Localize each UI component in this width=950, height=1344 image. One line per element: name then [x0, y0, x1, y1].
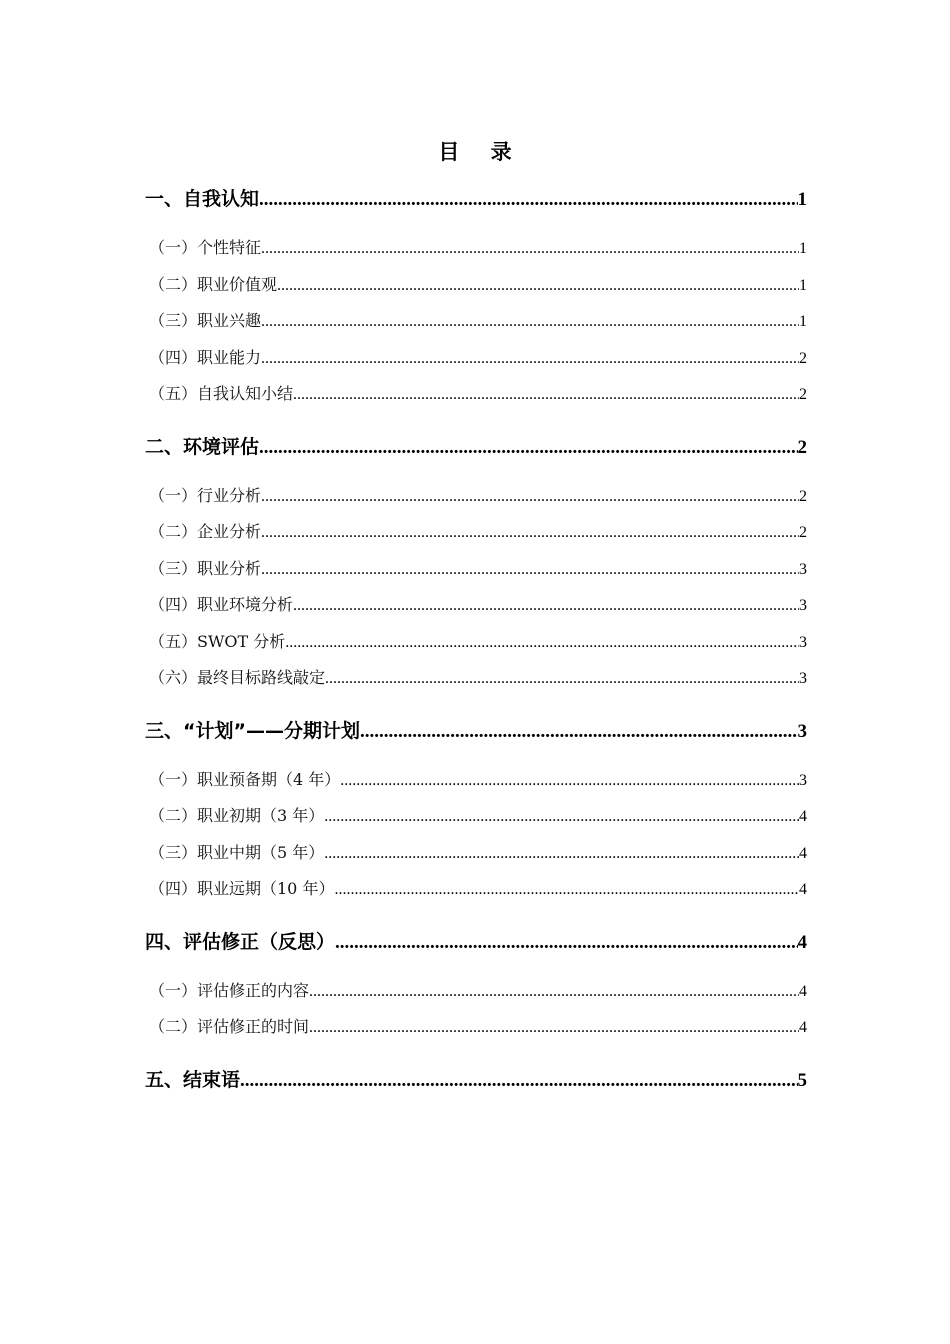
dot-leader: [334, 881, 799, 899]
toc-page-number: 4: [799, 982, 807, 1000]
toc-item-label: （四）职业远期（10 年）: [149, 879, 335, 898]
toc-page-number: 2: [799, 487, 807, 505]
toc-item[interactable]: [145, 978, 807, 1015]
toc-item[interactable]: [145, 876, 807, 913]
dot-leader: [293, 597, 799, 615]
toc-section-3[interactable]: [145, 716, 807, 744]
toc-item-label: （五）自我认知小结: [149, 384, 294, 403]
dot-leader: [259, 437, 797, 459]
toc-item[interactable]: [145, 381, 807, 418]
toc-item[interactable]: [145, 235, 807, 272]
toc-page-number: 1: [799, 276, 807, 294]
dot-leader: [324, 845, 799, 863]
toc-section-2[interactable]: [145, 432, 807, 460]
dot-leader: [309, 1019, 799, 1037]
toc-item-label: （二）职业价值观: [149, 274, 278, 294]
toc-item[interactable]: [145, 519, 807, 556]
toc-item-label: （一）个性特征: [149, 238, 262, 257]
table-of-contents: [145, 184, 807, 1093]
toc-section-4[interactable]: [145, 927, 807, 955]
toc-page-number: 3: [797, 720, 807, 742]
toc-page-number: 1: [799, 240, 807, 257]
toc-page-number: 1: [797, 189, 807, 210]
toc-title: 目 录: [438, 139, 524, 164]
toc-item[interactable]: [145, 592, 807, 629]
toc-item-label: （五）SWOT 分析: [149, 631, 286, 651]
toc-page-number: 3: [799, 633, 807, 651]
toc-page-number: 4: [799, 808, 807, 825]
toc-section-5[interactable]: [145, 1065, 807, 1093]
toc-page-number: 3: [799, 771, 807, 789]
toc-section-1[interactable]: [145, 184, 807, 212]
dot-leader: [261, 524, 799, 542]
toc-item-label: （一）职业预备期（4 年）: [149, 769, 341, 789]
toc-item[interactable]: [145, 840, 807, 877]
toc-item[interactable]: [145, 556, 807, 593]
toc-section-label: 一、自我认知: [145, 188, 260, 210]
dot-leader: [325, 670, 799, 688]
toc-item-label: （一）行业分析: [149, 485, 262, 505]
dot-leader: [261, 313, 799, 331]
dot-leader: [261, 350, 799, 368]
toc-item[interactable]: [145, 308, 807, 345]
dot-leader: [261, 488, 799, 506]
toc-item[interactable]: [145, 345, 807, 382]
dot-leader: [285, 634, 799, 652]
dot-leader: [324, 808, 799, 826]
toc-item-label: （二）评估修正的时间: [149, 1017, 310, 1036]
toc-item-label: （四）职业能力: [149, 347, 262, 367]
toc-section-label: 四、评估修正（反思）: [145, 930, 336, 953]
toc-item-label: （三）职业中期（5 年）: [149, 842, 325, 862]
dot-leader: [259, 189, 797, 211]
dot-leader: [293, 386, 799, 404]
toc-item[interactable]: [145, 767, 807, 804]
toc-page-number: 4: [799, 1019, 807, 1036]
toc-page-number: 4: [799, 844, 807, 862]
toc-item-label: （六）最终目标路线敲定: [149, 668, 326, 687]
toc-item-label: （二）企业分析: [149, 522, 262, 541]
toc-item[interactable]: [145, 1014, 807, 1051]
toc-page-number: 3: [799, 597, 807, 614]
toc-page-number: 1: [799, 313, 807, 330]
toc-item-label: （三）职业兴趣: [149, 311, 262, 330]
dot-leader: [360, 721, 798, 743]
dot-leader: [240, 1070, 797, 1092]
dot-leader: [340, 772, 799, 790]
toc-page-number: 4: [797, 931, 807, 953]
toc-item-label: （二）职业初期（3 年）: [149, 806, 325, 825]
toc-item[interactable]: [145, 629, 807, 666]
dot-leader: [335, 932, 797, 954]
toc-item-label: （一）评估修正的内容: [149, 980, 310, 1000]
toc-page-number: 3: [799, 670, 807, 687]
toc-item[interactable]: [145, 803, 807, 840]
dot-leader: [309, 983, 799, 1001]
toc-page-number: 2: [799, 524, 807, 541]
toc-page-number: 4: [799, 881, 807, 898]
toc-item[interactable]: [145, 483, 807, 520]
toc-section-label: 三、“计划”——分期计划: [145, 719, 360, 742]
toc-section-label: 二、环境评估: [145, 435, 260, 458]
dot-leader: [277, 277, 799, 295]
toc-item[interactable]: [145, 272, 807, 309]
toc-item-label: （三）职业分析: [149, 558, 262, 578]
toc-page-number: 2: [799, 349, 807, 367]
dot-leader: [261, 561, 799, 579]
dot-leader: [261, 240, 799, 258]
toc-page-number: 2: [797, 436, 807, 458]
toc-page-number: 2: [799, 386, 807, 403]
toc-section-label: 五、结束语: [145, 1068, 241, 1091]
toc-page-number: 5: [797, 1069, 807, 1091]
toc-item[interactable]: [145, 665, 807, 702]
toc-page-number: 3: [799, 560, 807, 578]
toc-item-label: （四）职业环境分析: [149, 595, 294, 614]
